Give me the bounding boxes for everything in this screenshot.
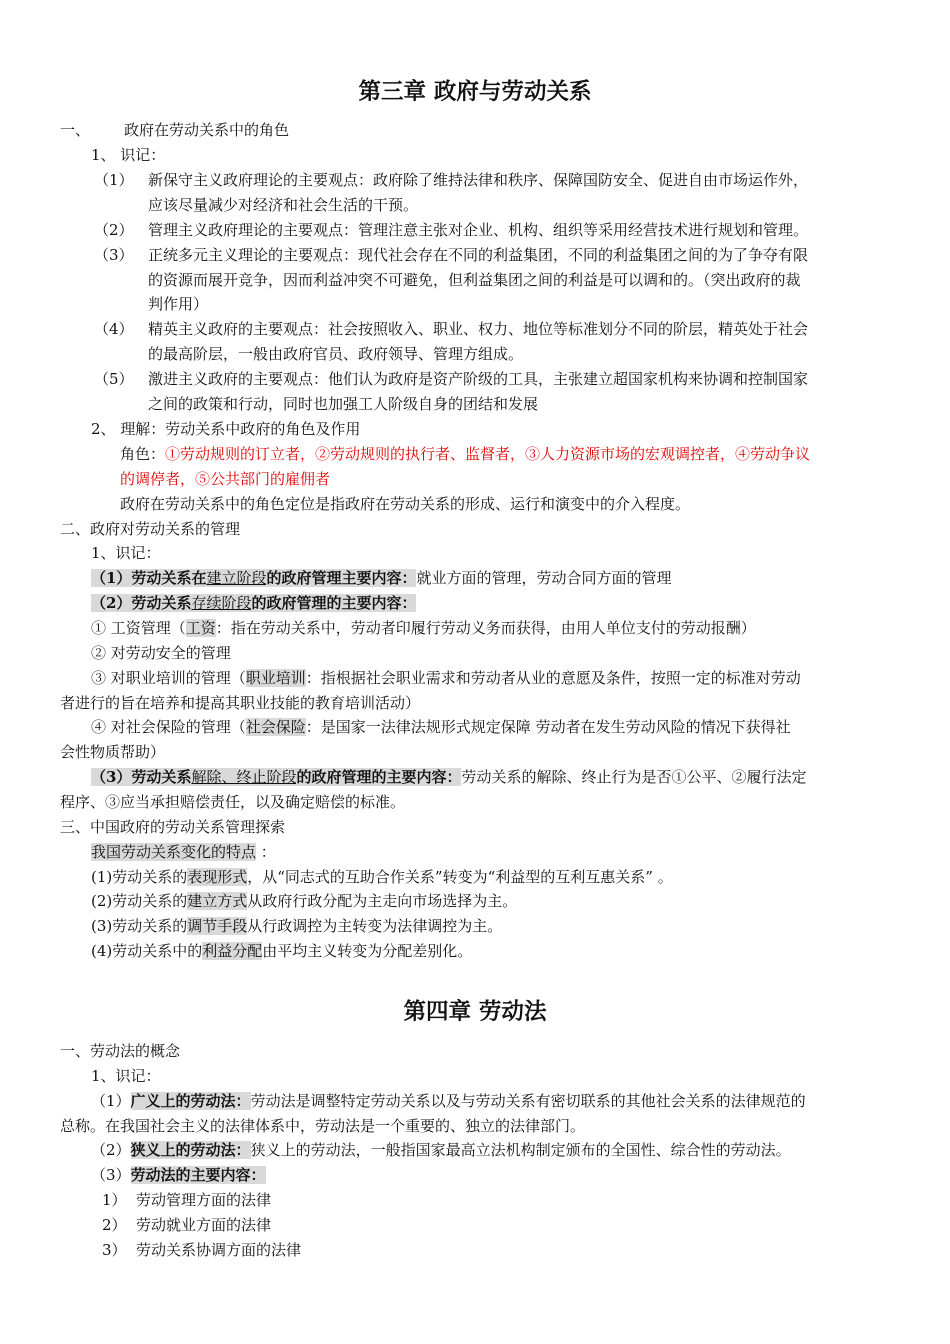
role-list-1: ①劳动规则的订立者，②劳动规则的执行者、监督者，③人力资源市场的宏观调控者，④劳动争议 — [165, 445, 811, 463]
feature-1-label: (1)劳动关系的 — [91, 868, 188, 886]
features-heading — [91, 840, 276, 864]
wage-mgmt-label: ① 工资管理（ — [91, 619, 186, 637]
feature-4-label: (4)劳动关系中的 — [91, 942, 203, 960]
insurance-definition-cont: 会性物质帮助） — [60, 743, 166, 761]
broad-definition — [91, 1089, 806, 1113]
stage3-heading-b: 的政府管理的主要内容： — [296, 768, 462, 786]
item4-number: （4） — [94, 320, 134, 338]
item3-line2: 的资源而展开竞争，因而利益冲突不可避免，但利益集团之间的利益是可以调和的。（突出政府的裁 — [148, 271, 801, 289]
item1-line1: 新保守主义政府理论的主要观点：政府除了维持法律和秩序、保障国防安全、促进自由市场运作外， — [148, 171, 809, 189]
stage2-heading-a: （2）劳动关系 — [91, 594, 192, 612]
feature-2-term: 建立方式 — [187, 892, 248, 910]
narrow-term: 狭义上的劳动法： — [130, 1141, 251, 1159]
contents-term: 劳动法的主要内容： — [130, 1166, 266, 1184]
feature-4 — [91, 939, 472, 963]
main-contents-heading — [91, 1163, 266, 1187]
law-list-number-1: 1） — [102, 1191, 127, 1209]
wage-term: 工资 — [185, 619, 216, 637]
stage3-content-cont: 程序、③应当承担赔偿责任，以及确定赔偿的标准。 — [60, 793, 406, 811]
stage2-heading-b: 的政府管理的主要内容： — [251, 594, 417, 612]
narrow-definition — [91, 1138, 791, 1162]
item3-line3: 判作用） — [148, 295, 209, 313]
feature-3 — [91, 914, 502, 938]
stage1-content: 就业方面的管理，劳动合同方面的管理 — [416, 569, 672, 587]
sec1-understand: 2、 理解：劳动关系中政府的角色及作用 — [91, 420, 361, 438]
training-term: 职业培训 — [245, 669, 306, 687]
role-label: 角色： — [120, 445, 166, 463]
feature-1-text: ，从“同志式的互助合作关系”转变为“利益型的互利互惠关系” 。 — [247, 868, 673, 886]
feature-2 — [91, 889, 517, 913]
ch4-recall: 1、识记： — [91, 1067, 161, 1085]
item1-number: （1） — [94, 171, 134, 189]
wage-mgmt — [91, 616, 756, 640]
item4-line1: 精英主义政府的主要观点：社会按照收入、职业、权力、地位等标准划分不同的阶层，精英处于社会 — [148, 320, 809, 338]
mgmt-stage2 — [91, 591, 416, 615]
feature-2-label: (2)劳动关系的 — [91, 892, 188, 910]
insurance-term: 社会保险 — [245, 718, 306, 736]
insurance-mgmt — [91, 715, 791, 739]
broad-term: 广义上的劳动法： — [130, 1092, 251, 1110]
law-list-item-3: 劳动关系协调方面的法律 — [136, 1241, 302, 1259]
feature-1-term: 表现形式 — [187, 868, 248, 886]
feature-4-text: 由平均主义转变为分配差别化。 — [262, 942, 473, 960]
item4-line2: 的最高阶层，一般由政府官员、政府领导、管理方组成。 — [148, 345, 524, 363]
mgmt-stage1 — [91, 566, 672, 590]
features-heading-text: 我国劳动关系变化的特点 — [91, 843, 257, 861]
feature-3-term: 调节手段 — [187, 917, 248, 935]
training-definition-cont: 者进行的旨在培养和提高其职业技能的教育培训活动） — [60, 694, 421, 712]
role-list-2: 的调停者，⑤公共部门的雇佣者 — [120, 470, 331, 488]
feature-4-term: 利益分配 — [202, 942, 263, 960]
chapter3-title: 第三章 政府与劳动关系 — [358, 79, 592, 105]
ch4-sec1-title: 一、劳动法的概念 — [60, 1042, 181, 1060]
item2-line1: 管理主义政府理论的主要观点：管理注意主张对企业、机构、组织等采用经营技术进行规划和管理。 — [148, 221, 809, 239]
sec1-recall: 1、 识记： — [91, 146, 166, 164]
features-heading-colon: ： — [256, 843, 276, 861]
item3-line1: 正统多元主义理论的主要观点：现代社会存在不同的利益集团，不同的利益集团之间的为了争夺有限 — [148, 246, 809, 264]
chapter4-title: 第四章 劳动法 — [403, 999, 547, 1025]
insurance-mgmt-label: ④ 对社会保险的管理（ — [91, 718, 246, 736]
item3-number: （3） — [94, 246, 134, 264]
narrow-text: 狭义上的劳动法，一般指国家最高立法机构制定颁布的全国性、综合性的劳动法。 — [250, 1141, 791, 1159]
role-definition: 政府在劳动关系中的角色定位是指政府在劳动关系的形成、运行和演变中的介入程度。 — [120, 495, 691, 513]
stage1-heading-underline: 建立阶段 — [206, 569, 267, 587]
role-line1 — [120, 442, 810, 466]
stage1-heading-b: 的政府管理主要内容： — [266, 569, 417, 587]
feature-3-text: 从行政调控为主转变为法律调控为主。 — [247, 917, 503, 935]
stage3-heading-a: （3）劳动关系 — [91, 768, 192, 786]
item5-number: （5） — [94, 370, 134, 388]
sec2-title: 二、政府对劳动关系的管理 — [60, 520, 241, 538]
law-list-item-1: 劳动管理方面的法律 — [136, 1191, 272, 1209]
sec3-title: 三、中国政府的劳动关系管理探索 — [60, 818, 286, 836]
law-list-item-2: 劳动就业方面的法律 — [136, 1216, 272, 1234]
training-mgmt-label: ③ 对职业培训的管理（ — [91, 669, 246, 687]
broad-text: 劳动法是调整特定劳动关系以及与劳动关系有密切联系的其他社会关系的法律规范的 — [250, 1092, 806, 1110]
stage2-heading-underline: 存续阶段 — [191, 594, 252, 612]
law-list-number-3: 3） — [102, 1241, 127, 1259]
feature-2-text: 从政府行政分配为主走向市场选择为主。 — [247, 892, 518, 910]
training-mgmt — [91, 666, 801, 690]
stage3-heading-underline: 解除、终止阶段 — [191, 768, 297, 786]
training-definition: ：指根据社会职业需求和劳动者从业的意愿及条件，按照一定的标准对劳动 — [305, 669, 801, 687]
insurance-definition: ：是国家一法律法规形式规定保障 劳动者在发生劳动风险的情况下获得社 — [305, 718, 791, 736]
mgmt-stage3 — [91, 765, 807, 789]
broad-text-cont: 总称。在我国社会主义的法律体系中，劳动法是一个重要的、独立的法律部门。 — [60, 1117, 586, 1135]
safety-mgmt: ② 对劳动安全的管理 — [91, 644, 231, 662]
sec2-recall: 1、识记： — [91, 544, 161, 562]
feature-1 — [91, 865, 673, 889]
item5-line1: 激进主义政府的主要观点：他们认为政府是资产阶级的工具，主张建立超国家机构来协调和控制国家 — [148, 370, 809, 388]
broad-number: （1） — [91, 1092, 131, 1110]
contents-number: （3） — [91, 1166, 131, 1184]
law-list-number-2: 2） — [102, 1216, 127, 1234]
wage-definition: ：指在劳动关系中，劳动者印履行劳动义务而获得，由用人单位支付的劳动报酬） — [215, 619, 756, 637]
stage3-content: 劳动关系的解除、终止行为是否①公平、②履行法定 — [461, 768, 807, 786]
narrow-number: （2） — [91, 1141, 131, 1159]
item1-line2: 应该尽量减少对经济和社会生活的干预。 — [148, 196, 419, 214]
feature-3-label: (3)劳动关系的 — [91, 917, 188, 935]
stage1-heading-a: （1）劳动关系在 — [91, 569, 207, 587]
item2-number: （2） — [94, 221, 134, 239]
sec1-number: 一、 — [60, 121, 91, 139]
sec1-title: 政府在劳动关系中的角色 — [124, 121, 290, 139]
item5-line2: 之间的政策和行动，同时也加强工人阶级自身的团结和发展 — [148, 395, 539, 413]
